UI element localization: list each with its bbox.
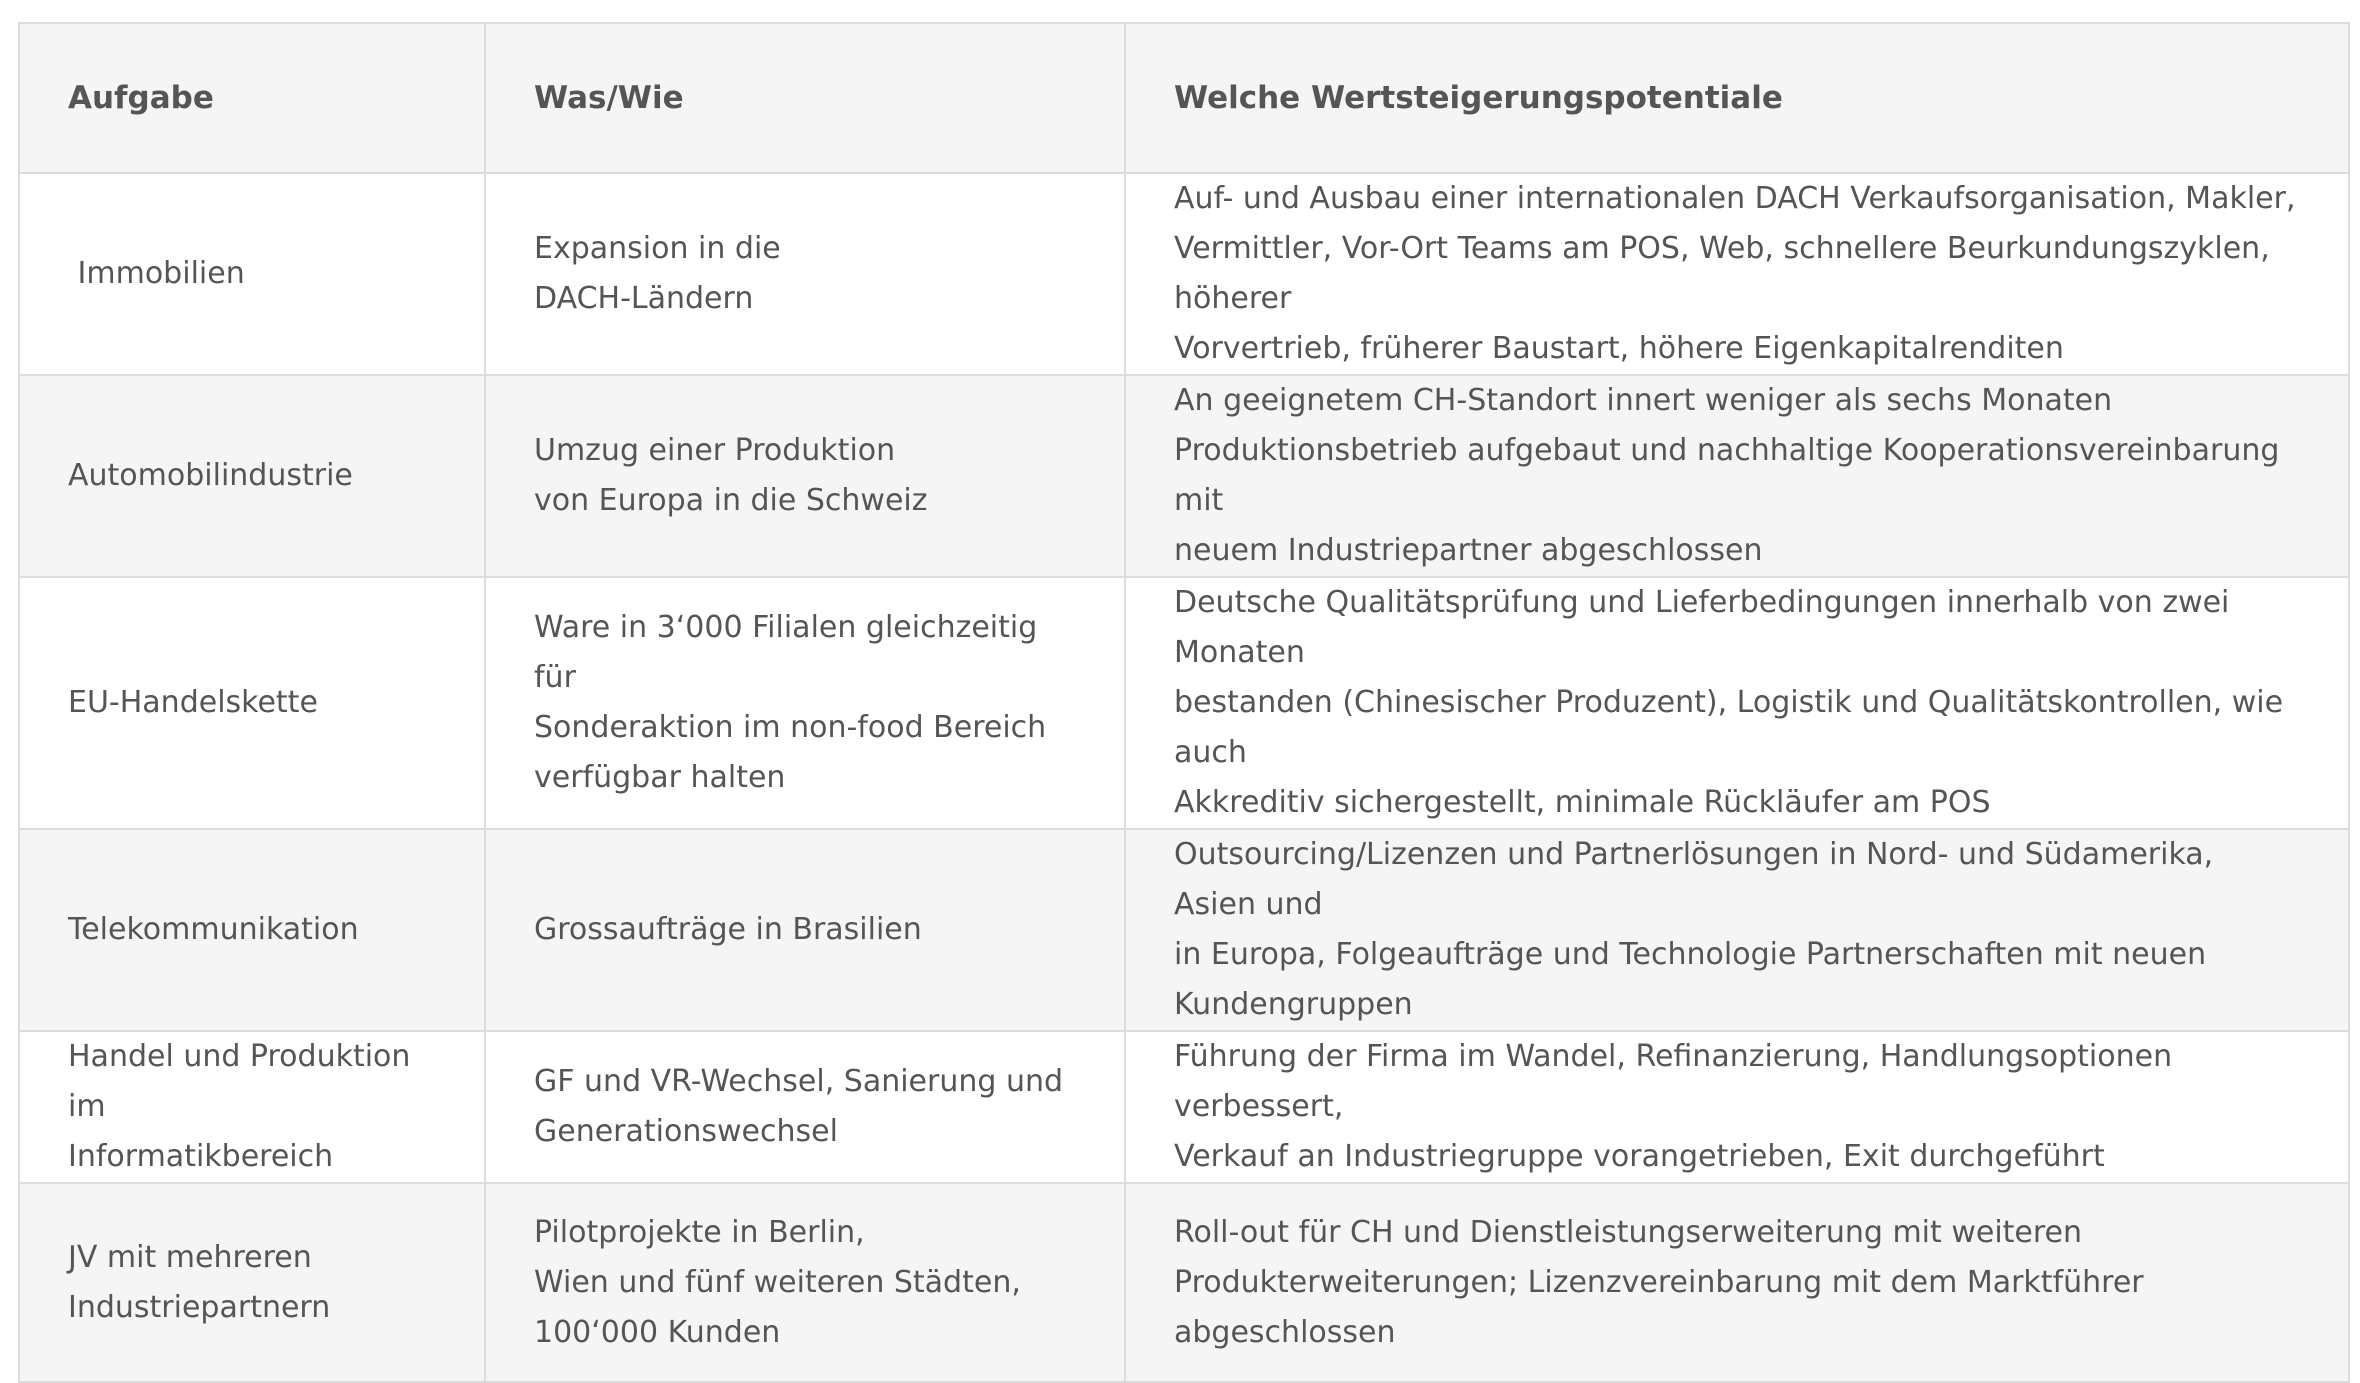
cell-line: Vermittler, Vor-Ort Teams am POS, Web, schnellere Beurkundungszyklen, höherer xyxy=(1174,231,2270,316)
cell-line: bestanden (Chinesischer Produzent), Logistik und Qualitätskontrollen, wie auch xyxy=(1174,685,2284,770)
cell-line: Produkterweiterungen; Lizenzvereinbarung mit dem Marktführer abgeschlossen xyxy=(1174,1264,2144,1350)
cell-potentiale xyxy=(1125,375,2349,577)
cell-line: von Europa in die Schweiz xyxy=(534,483,928,518)
cell-line: GF und VR-Wechsel, Sanierung und xyxy=(534,1064,1064,1099)
cell-line: Immobilien xyxy=(68,256,245,291)
table-row xyxy=(19,829,2349,1031)
cell-was-wie xyxy=(485,1031,1125,1183)
cell-line: Industriepartnern xyxy=(68,1289,331,1325)
cell-line: neuem Industriepartner abgeschlossen xyxy=(1174,533,1763,568)
cell-potentiale xyxy=(1125,577,2349,829)
cell-was-wie xyxy=(485,375,1125,577)
column-header-potentiale: Welche Wertsteigerungspotentiale xyxy=(1125,23,2349,173)
cell-aufgabe xyxy=(19,1183,485,1382)
cell-potentiale xyxy=(1125,173,2349,375)
cell-line: Informatikbereich xyxy=(68,1139,334,1174)
column-header-was-wie: Was/Wie xyxy=(485,23,1125,173)
cell-line: Ware in 3‘000 Filialen gleichzeitig für xyxy=(534,610,1038,695)
table-row xyxy=(19,1031,2349,1183)
cell-line: Pilotprojekte in Berlin, xyxy=(534,1214,865,1250)
cell-aufgabe xyxy=(19,173,485,375)
references-table-container xyxy=(18,22,2348,1383)
cell-line: Grossaufträge in Brasilien xyxy=(534,912,922,947)
cell-line: Outsourcing/Lizenzen und Partnerlösungen in Nord- und Südamerika, Asien und xyxy=(1174,837,2214,922)
cell-line: Akkreditiv sichergestellt, minimale Rückläufer am POS xyxy=(1174,785,1991,820)
cell-aufgabe xyxy=(19,829,485,1031)
cell-line: JV mit mehreren xyxy=(68,1239,312,1275)
table-row xyxy=(19,577,2349,829)
cell-was-wie xyxy=(485,577,1125,829)
cell-line: Deutsche Qualitätsprüfung und Lieferbedingungen innerhalb von zwei Monaten xyxy=(1174,585,2230,670)
cell-line: Auf- und Ausbau einer internationalen DACH Verkaufsorganisation, Makler, xyxy=(1174,181,2296,216)
references-table xyxy=(18,22,2350,1383)
cell-line: Produktionsbetrieb aufgebaut und nachhaltige Kooperationsvereinbarung mit xyxy=(1174,433,2280,518)
cell-aufgabe xyxy=(19,577,485,829)
cell-line: Führung der Firma im Wandel, Refinanzierung, Handlungsoptionen verbessert, xyxy=(1174,1039,2173,1124)
table-row xyxy=(19,173,2349,375)
cell-potentiale xyxy=(1125,1031,2349,1183)
table-row xyxy=(19,375,2349,577)
cell-line: Verkauf an Industriegruppe vorangetrieben, Exit durchgeführt xyxy=(1174,1139,2105,1174)
cell-was-wie xyxy=(485,1183,1125,1382)
cell-potentiale xyxy=(1125,1183,2349,1382)
table-row xyxy=(19,1183,2349,1382)
cell-line: Automobilindustrie xyxy=(68,458,353,493)
cell-aufgabe xyxy=(19,375,485,577)
cell-line: verfügbar halten xyxy=(534,760,786,795)
cell-line: in Europa, Folgeaufträge und Technologie Partnerschaften mit neuen xyxy=(1174,937,2207,972)
cell-aufgabe xyxy=(19,1031,485,1183)
cell-line: Telekommunikation xyxy=(68,912,359,947)
cell-line: An geeignetem CH-Standort innert weniger als sechs Monaten xyxy=(1174,383,2113,418)
cell-line: Handel und Produktion im xyxy=(68,1039,411,1124)
cell-was-wie xyxy=(485,829,1125,1031)
cell-line: Sonderaktion im non-food Bereich xyxy=(534,710,1047,745)
table-header-row xyxy=(19,23,2349,173)
cell-line: Vorvertrieb, früherer Baustart, höhere Eigenkapitalrenditen xyxy=(1174,331,2064,366)
cell-line: Roll-out für CH und Dienstleistungserweiterung mit weiteren xyxy=(1174,1214,2083,1250)
cell-was-wie xyxy=(485,173,1125,375)
cell-line: 100‘000 Kunden xyxy=(534,1314,781,1350)
cell-line: EU-Handelskette xyxy=(68,685,318,720)
cell-line: Expansion in die xyxy=(534,231,781,266)
cell-line: Generationswechsel xyxy=(534,1114,838,1149)
cell-line: Wien und fünf weiteren Städten, xyxy=(534,1264,1021,1300)
cell-line: Umzug einer Produktion xyxy=(534,433,896,468)
column-header-aufgabe: Aufgabe xyxy=(19,23,485,173)
cell-line: DACH-Ländern xyxy=(534,281,754,316)
cell-line: Kundengruppen xyxy=(1174,987,1413,1022)
cell-potentiale xyxy=(1125,829,2349,1031)
